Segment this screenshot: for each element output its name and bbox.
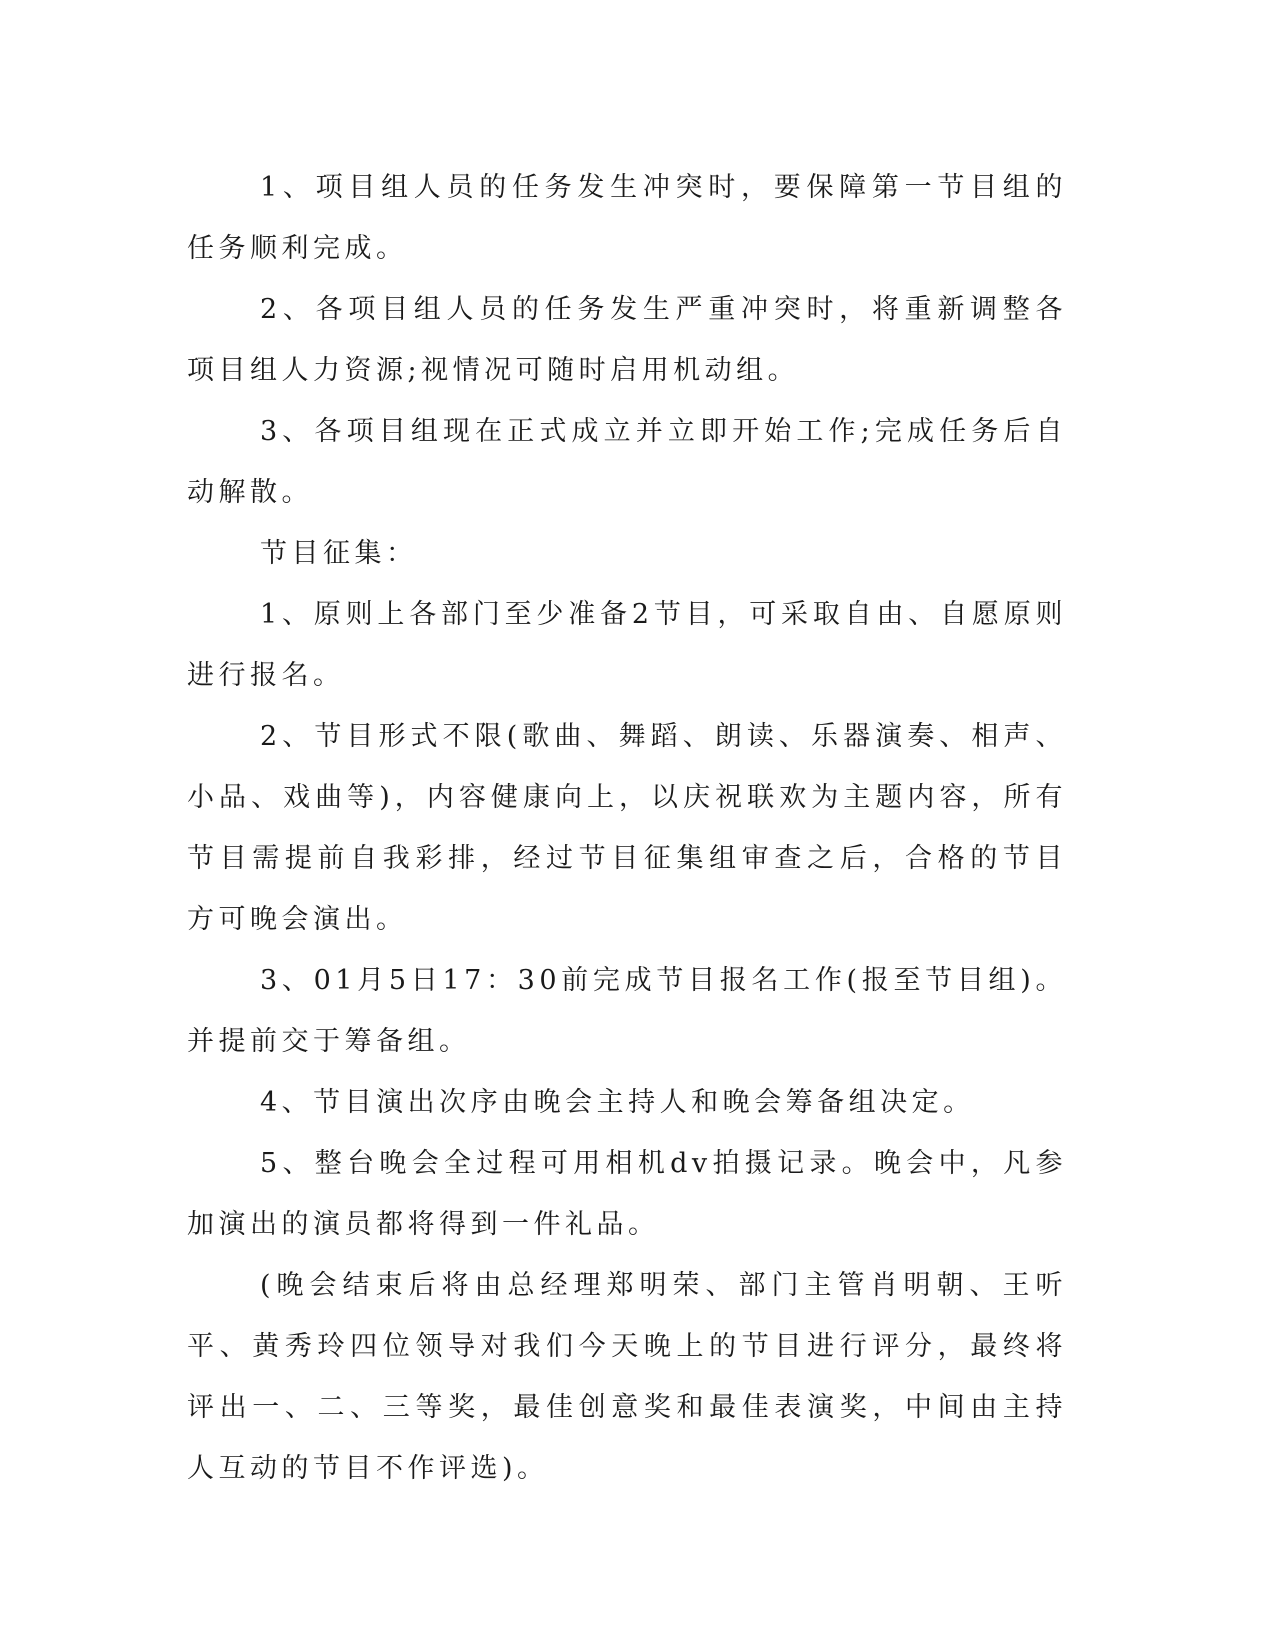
section-heading-program-collection: 节目征集： — [260, 538, 418, 569]
paragraph-group-establishment: 3、各项目组现在正式成立并立即开始工作;完成任务后自动解散。 — [187, 416, 1067, 508]
paragraph-conflict-priority: 1、项目组人员的任务发生冲突时，要保障第一节目组的任务顺利完成。 — [187, 172, 1067, 264]
paragraph-program-forms: 2、节目形式不限(歌曲、舞蹈、朗读、乐器演奏、相声、小品、戏曲等)，内容健康向上，以庆祝联欢为主题内容，所有节目需提前自我彩排，经过节目征集组审查之后，合格的节目方可晚会演出。 — [187, 721, 1067, 935]
paragraph-registration-deadline: 3、01月5日17：30前完成节目报名工作(报至节目组)。并提前交于筹备组。 — [187, 965, 1067, 1057]
paragraph-judging-awards: (晚会结束后将由总经理郑明荣、部门主管肖明朝、王听平、黄秀玲四位领导对我们今天晚上的节目进行评分，最终将评出一、二、三等奖，最佳创意奖和最佳表演奖，中间由主持人互动的节目不作评选)。 — [187, 1270, 1067, 1484]
paragraph-program-quota: 1、原则上各部门至少准备2节目，可采取自由、自愿原则进行报名。 — [187, 599, 1067, 691]
document-body — [187, 157, 1067, 1499]
paragraph-performance-order: 4、节目演出次序由晚会主持人和晚会筹备组决定。 — [260, 1087, 975, 1118]
paragraph-recording-gifts: 5、整台晚会全过程可用相机dv拍摄记录。晚会中，凡参加演出的演员都将得到一件礼品。 — [187, 1148, 1067, 1240]
paragraph-resource-adjustment: 2、各项目组人员的任务发生严重冲突时，将重新调整各项目组人力资源;视情况可随时启用机动组。 — [187, 294, 1067, 386]
